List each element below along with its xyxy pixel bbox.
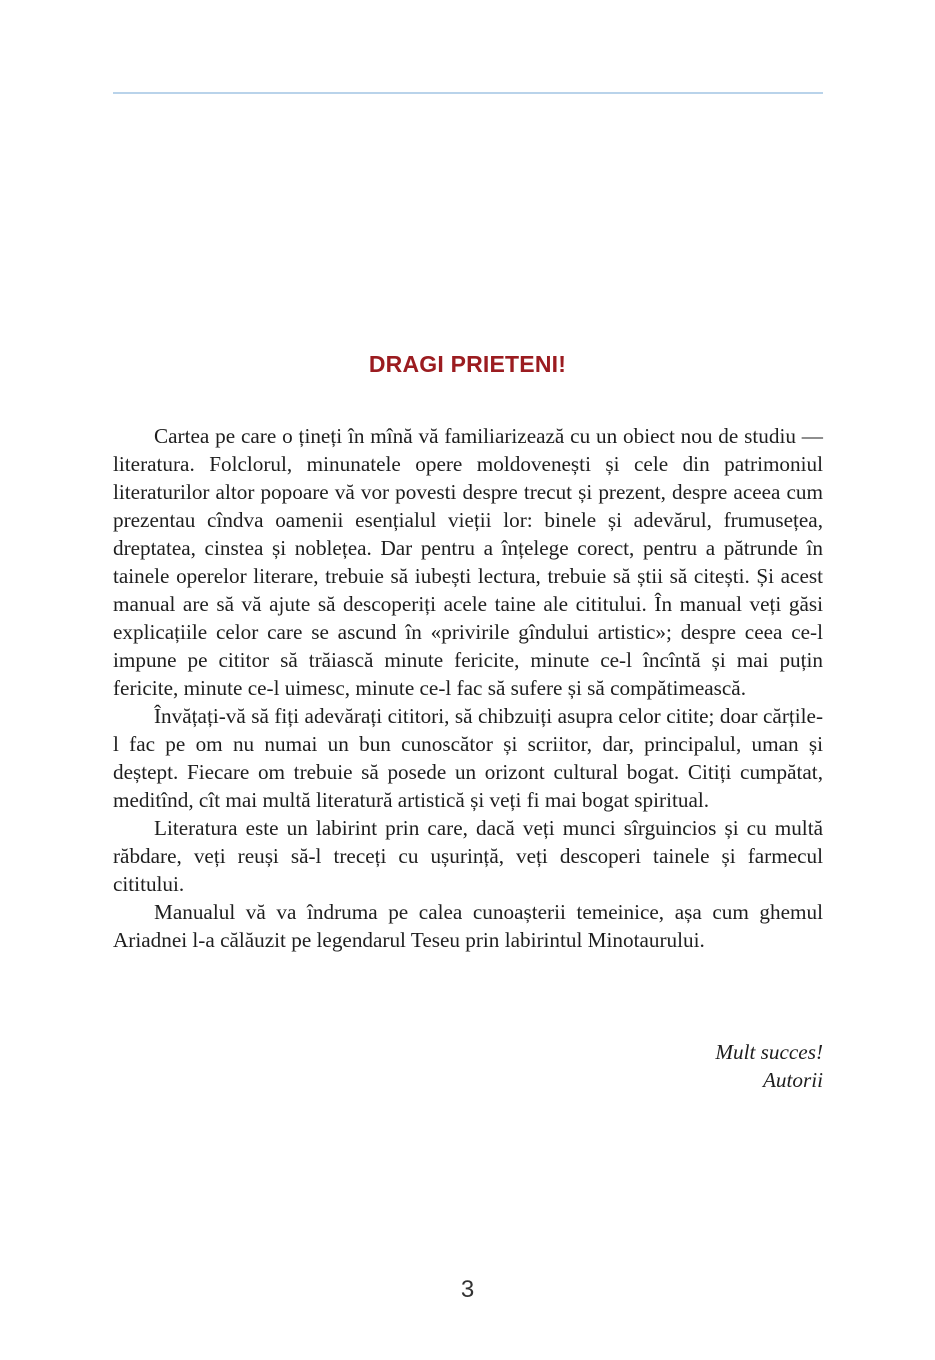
paragraph-2: Învățați-vă să fiți adevărați cititori, să chibzuiți asupra celor citite; doar cărțile-l fac pe om nu numai un bun cunoscător și scriitor, dar, principalul, uman și deștept. Fiecare om trebuie să posede un orizont cultural bogat. Citiți cumpătat, meditînd, cît mai multă literatură artistică și veți fi mai bogat spiritual. bbox=[113, 704, 823, 812]
page-title: DRAGI PRIETENI! bbox=[368, 351, 567, 377]
signature-block bbox=[423, 1038, 823, 1094]
main-text bbox=[113, 422, 823, 954]
header-divider bbox=[113, 92, 823, 94]
paragraph-1: Cartea pe care o țineți în mînă vă familiarizează cu un obiect nou de studiu — literatura. Folclorul, minunatele opere moldovenești și cele din patrimoniul literaturilor altor popoare vă vor povesti despre trecut și prezent, despre aceea cum prezentau cîndva oamenii esențialul vieții lor: binele și adevărul, frumusețea, dreptatea, cinstea și noblețea. Dar pentru a înțelege corect, pentru a pătrunde în tainele operelor literare, trebuie să iubești lectura, trebuie să știi să citești. Și acest manual are să vă ajute să descoperiți acele taine ale cititului. În manual veți găsi explicațiile celor care se ascund în «privirile gîndului artistic»; despre ceea ce-l impune pe cititor să trăiască minute fericite, minute ce-l încîntă și mai puțin fericite, minute ce-l uimesc, minute ce-l fac să sufere și să compătimească. bbox=[113, 424, 823, 700]
closing-line: Mult succes! bbox=[715, 1040, 823, 1064]
paragraph-4: Manualul vă va îndruma pe calea cunoașterii temeinice, așa cum ghemul Ariadnei l-a călăuzit pe legendarul Teseu prin labirintul Minotaurului. bbox=[113, 900, 823, 952]
paragraph-3: Literatura este un labirint prin care, dacă veți munci sîrguincios și cu multă răbdare, veți reuși să-l treceți cu ușurință, veți descoperi tainele și farmecul cititului. bbox=[113, 816, 823, 896]
author-line: Autorii bbox=[762, 1068, 823, 1092]
page-number: 3 bbox=[460, 1276, 475, 1303]
